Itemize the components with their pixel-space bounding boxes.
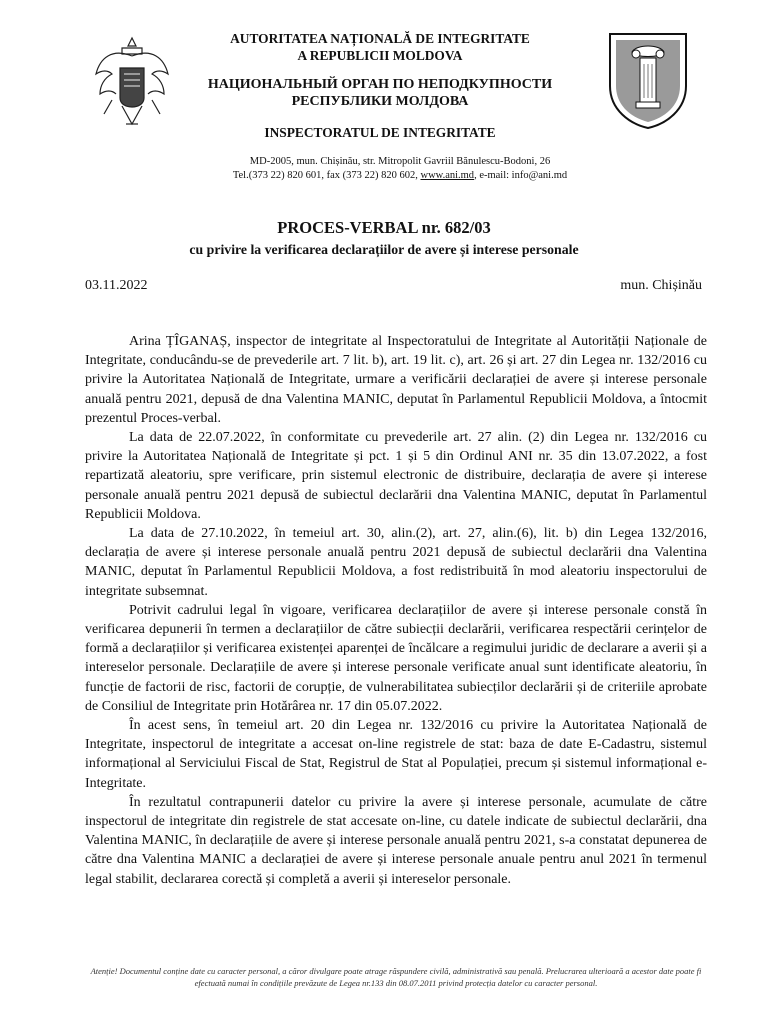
org-name-ru bbox=[180, 76, 580, 110]
paragraph: Arina ȚÎGANAȘ, inspector de integritate al Inspectoratului de Integritate al Autorității Naționale de Integritate, conducându-se de prevederile art. 7 lit. b), art. 19 lit. c), art. 26 și art. 27 din Legea nr. 132/2016 cu privire la Autoritatea Națională de Integritate, urmare a verificării declarației de avere și interese personale anuală pentru 2021, depusă de dna Valentina MANIC, deputat în Parlamentul Republicii Moldova, a întocmit prezentul Proces-verbal. bbox=[85, 334, 707, 426]
document-body bbox=[85, 332, 707, 889]
email: , e-mail: info@ani.md bbox=[474, 170, 568, 181]
document-subtitle: cu privire la verificarea declarațiilor de avere și interese personale bbox=[189, 242, 579, 257]
document-date: 03.11.2022 bbox=[85, 278, 148, 293]
org-name-ro-line1: AUTORITATEA NAȚIONALĂ DE INTEGRITATE bbox=[230, 31, 530, 46]
paragraph: În acest sens, în temeiul art. 20 din Legea nr. 132/2016 cu privire la Autoritatea Națională de Integritate, inspectorul de integritate a accesat on-line registrele de stat: baza de date E-Cadastru, sistemul informațional al Serviciului Fiscal de Stat, Registrul de Stat al Populației, precum și sistemul informațional e-Integritate. bbox=[85, 718, 707, 791]
moldova-coat-of-arms-icon bbox=[92, 34, 172, 132]
org-name-ro-line2: A REPUBLICII MOLDOVA bbox=[297, 48, 463, 63]
document-city: mun. Chișinău bbox=[620, 278, 702, 293]
paragraph: Potrivit cadrului legal în vigoare, verificarea declarațiilor de avere și interese personale constă în verificarea depunerii în termen a declarațiilor de către subiecții declarării, verificarea respectării cerințelor de formă a declarațiilor și verificarea existenței aparenței de încălcare a regimului juridic de declarare a averii și a intereselor personale. Declarațiile de avere și interese personale verificate anual sunt identificate aleatoriu, în funcție de factorii de risc, factorii de corupție, de vulnerabilitatea subiecților declarării și de criteriile aprobate de Consiliul de Integritate prin Hotărârea nr. 17 din 05.07.2022. bbox=[85, 602, 707, 714]
ani-shield-emblem-icon bbox=[606, 30, 690, 130]
address: MD-2005, mun. Chișinău, str. Mitropolit Gavriil Bănulescu-Bodoni, 26 bbox=[249, 156, 551, 167]
privacy-footer bbox=[90, 965, 702, 989]
footer-line1: Atenție! Documentul conține date cu caracter personal, a căror divulgare poate atrage răspundere civilă, administrativă sau penală. Prelucrarea ulterioară a acestor date poate fi bbox=[90, 966, 702, 976]
footer-line2: efectuată numai în condițiile prevăzute de Legea nr.133 din 08.07.2011 privind protecția datelor cu caracter personal. bbox=[194, 978, 598, 988]
paragraph: În rezultatul contrapunerii datelor cu privire la avere și interese personale, acumulate de către inspectorul de integritate din registrele de stat accesate on-line, cu datele indicate de subiectul declarării, dna Valentina MANIC, în declarațiile de avere și interese personale anuală pentru 2021, s-a constatat depunerea de către dna Valentina MANIC a declarației de avere și interese personale anuale pentru anul 2021 în termenul legal stabilit, declararea corectă și completă a averii și intereselor personale. bbox=[85, 794, 707, 887]
document-title: PROCES-VERBAL nr. 682/03 bbox=[277, 218, 491, 237]
paragraph: La data de 27.10.2022, în temeiul art. 30, alin.(2), art. 27, alin.(6), lit. b) din Legea 132/2016, declarația de avere și interese personale anuală pentru 2021 depusă de subiectul declarării dna Valentina MANIC, deputat în Parlamentul Republicii Moldova, a fost redistribuită în mod aleatoriu inspectorului de integritate subsemnat. bbox=[85, 526, 707, 599]
org-name-ru-line1: НАЦИОНАЛЬНЫЙ ОРГАН ПО НЕПОДКУПНОСТИ bbox=[207, 77, 553, 92]
contact-info bbox=[210, 155, 590, 183]
org-name-ru-line2: РЕСПУБЛИКИ МОЛДОВА bbox=[291, 94, 469, 109]
org-name-ro bbox=[180, 30, 580, 64]
phone-line bbox=[210, 169, 590, 183]
website-link[interactable]: www.ani.md bbox=[420, 170, 475, 181]
phone-fax: Tel.(373 22) 820 601, fax (373 22) 820 602, bbox=[232, 170, 418, 181]
inspectorate-name bbox=[180, 124, 580, 141]
paragraph: La data de 22.07.2022, în conformitate cu prevederile art. 27 alin. (2) din Legea nr. 132/2016 cu privire la Autoritatea Națională de Integritate și pct. 1 și 5 din Ordinul ANI nr. 35 din 13.07.2022, a fost repartizată aleatoriu, spre verificare, prin sistemul electronic de distribuire, declarația de avere și interese personale anuală pentru 2021 depusă de subiectul declarării dna Valentina MANIC, deputat în Parlamentul Republicii Moldova. bbox=[85, 430, 707, 522]
inspectorate-label: INSPECTORATUL DE INTEGRITATE bbox=[264, 125, 496, 140]
